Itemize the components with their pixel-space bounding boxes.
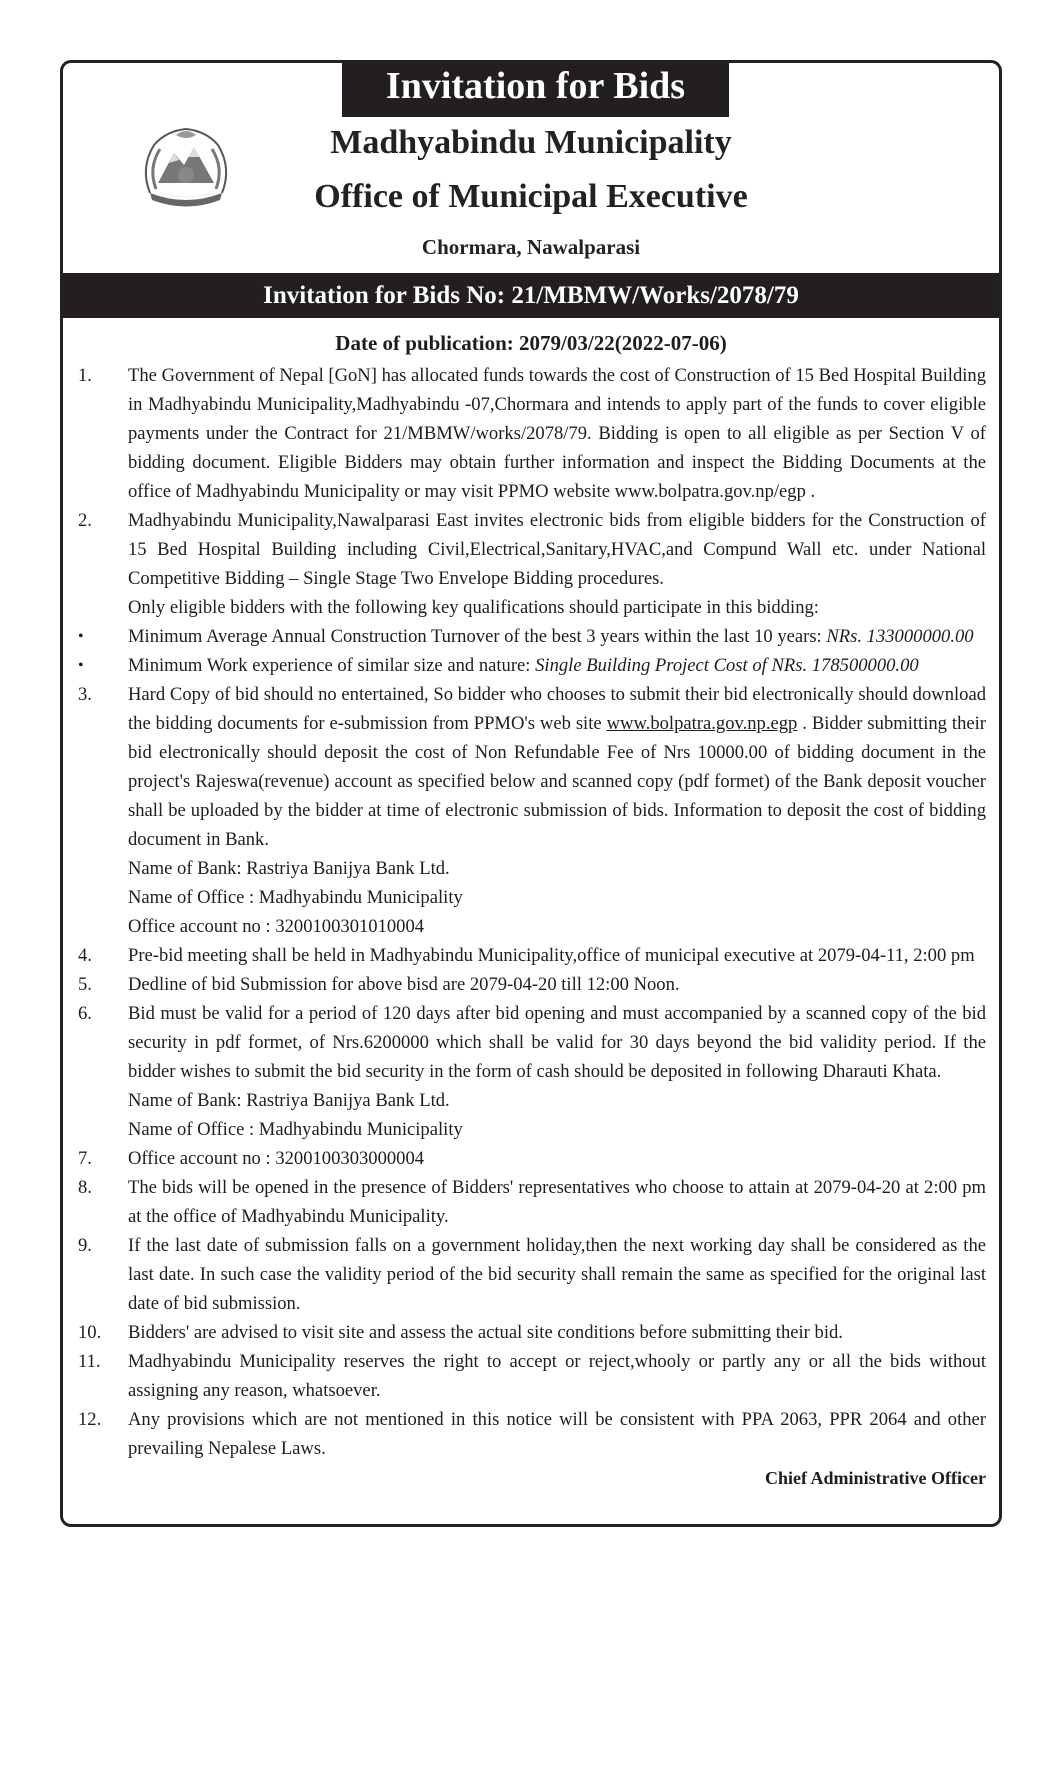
municipality-name: Madhyabindu Municipality xyxy=(330,124,732,161)
item-number: 1. xyxy=(78,365,92,386)
publication-date: Date of publication: 2079/03/22(2022-07-06) xyxy=(335,331,727,355)
item-number: 6. xyxy=(78,1003,92,1024)
notice-title: Invitation for Bids xyxy=(342,60,729,117)
item-text: Any provisions which are not mentioned in this notice will be consistent with PPA 2063, PPR 2064 and other prevailing Nepalese Laws. xyxy=(128,1409,986,1459)
office-name-line: Name of Office : Madhyabindu Municipality xyxy=(128,887,463,908)
item-text: Madhyabindu Municipality,Nawalparasi East invites electronic bids from eligible bidders for the Construction of 15 Bed Hospital Building including Civil,Electrical,Sanitary,HVAC,and Compund Wall etc. under National Competitive Bidding – Single Stage Two Envelope Bidding procedures. xyxy=(128,510,986,589)
bank-name: Name of Bank: Rastriya Banijya Bank Ltd. xyxy=(128,858,450,879)
item-text: Dedline of bid Submission for above bisd are 2079-04-20 till 12:00 Noon. xyxy=(128,974,680,995)
item-text: Bidders' are advised to visit site and assess the actual site conditions before submitting their bid. xyxy=(128,1322,843,1343)
signatory: Chief Administrative Officer xyxy=(765,1468,986,1488)
list-item xyxy=(78,361,986,506)
bolpatra-link[interactable]: www.bolpatra.gov.np.egp xyxy=(606,713,798,734)
office-address: Chormara, Nawalparasi xyxy=(421,235,641,259)
qualification-text: Minimum Work experience of similar size and nature: xyxy=(128,655,536,676)
list-item xyxy=(78,1405,986,1463)
item-text: The Government of Nepal [GoN] has allocated funds towards the cost of Construction of 15 Bed Hospital Building in Madhyabindu Municipality,Madhyabindu -07,Chormara and intends to apply part of the funds to cover eligible payments under the Contract for 21/MBMW/works/2078/79. Bidding is open to all eligible as per Section V of bidding document. Eligible Bidders may obtain further information and inspect the Bidding Documents at the office of Madhyabindu Municipality or may visit PPMO website www.bolpatra.gov.np/egp . xyxy=(128,365,986,502)
list-item xyxy=(78,1173,986,1231)
item-text: Bid must be valid for a period of 120 days after bid opening and must accompanied by a scanned copy of the bid security in pdf formet, of Nrs.6200000 which shall be valid for 30 days beyond the bid validity period. If the bidder wishes to submit the bid security in the form of cash should be deposited in following Dharauti Khata. xyxy=(128,1003,986,1082)
item-number: 4. xyxy=(78,945,92,966)
item-number: 10. xyxy=(78,1322,102,1343)
bullet-icon: • xyxy=(78,628,84,645)
account-number: Office account no : 3200100301010004 xyxy=(128,916,425,937)
qualification-item xyxy=(78,651,986,680)
item-text: If the last date of submission falls on a government holiday,then the next working day shall be considered as the last date. In such case the validity period of the bid security shall remain the same as specified for the original last date of bid submission. xyxy=(128,1235,986,1314)
item-text: Pre-bid meeting shall be held in Madhyabindu Municipality,office of municipal executive at 2079-04-11, 2:00 pm xyxy=(128,945,975,966)
item-number: 3. xyxy=(78,684,92,705)
list-item xyxy=(78,506,986,593)
ifb-number-bar: Invitation for Bids No: 21/MBMW/Works/2078/79 xyxy=(63,273,999,318)
office-name-line: Name of Office : Madhyabindu Municipality xyxy=(128,1119,463,1140)
item-text-continued: . Bidder submitting their bid electronically should deposit the cost of Non Refundable Fee of Nrs 10000.00 of bidding document in the project's Rajeswa(revenue) account as specified below and scanned copy (pdf formet) of the Bank deposit voucher shall be uploaded by the bidder at time of electronic submission of bids. Information to deposit the cost of bidding document in Bank. xyxy=(128,713,986,850)
item-text: The bids will be opened in the presence of Bidders' representatives who choose to attain at 2079-04-20 at 2:00 pm at the office of Madhyabindu Municipality. xyxy=(128,1177,986,1227)
item-number: 5. xyxy=(78,974,92,995)
list-item xyxy=(78,970,986,999)
item-number: 2. xyxy=(78,510,92,531)
item-number: 8. xyxy=(78,1177,92,1198)
list-item xyxy=(78,941,986,970)
list-item xyxy=(78,1144,986,1173)
notice-body xyxy=(78,361,986,1493)
list-item xyxy=(78,1318,986,1347)
qualification-value: Single Building Project Cost of NRs. 178500000.00 xyxy=(535,655,919,676)
bullet-icon: • xyxy=(78,657,84,674)
qualification-text: Minimum Average Annual Construction Turnover of the best 3 years within the last 10 years: xyxy=(128,626,827,647)
item-number: 12. xyxy=(78,1409,102,1430)
bank-name: Name of Bank: Rastriya Banijya Bank Ltd. xyxy=(128,1090,450,1111)
item-text: Madhyabindu Municipality reserves the right to accept or reject,whooly or partly any or all the bids without assigning any reason, whatsoever. xyxy=(128,1351,986,1401)
office-name: Office of Municipal Executive xyxy=(314,178,748,215)
list-item xyxy=(78,999,986,1086)
item-number: 9. xyxy=(78,1235,92,1256)
notice-frame xyxy=(60,60,1002,1527)
qualification-note: Only eligible bidders with the following key qualifications should participate in this bidding: xyxy=(128,597,819,618)
list-item xyxy=(78,680,986,854)
item-number: 7. xyxy=(78,1148,92,1169)
qualification-item xyxy=(78,622,986,651)
item-text: Office account no : 3200100303000004 xyxy=(128,1148,425,1169)
list-item xyxy=(78,1347,986,1405)
qualification-value: NRs. 133000000.00 xyxy=(826,626,974,647)
list-item xyxy=(78,1231,986,1318)
item-number: 11. xyxy=(78,1351,101,1372)
item-text: Hard Copy of bid should no entertained, So bidder who chooses to submit their bid electronically should download the bidding documents for e-submission from PPMO's web site xyxy=(128,684,986,734)
